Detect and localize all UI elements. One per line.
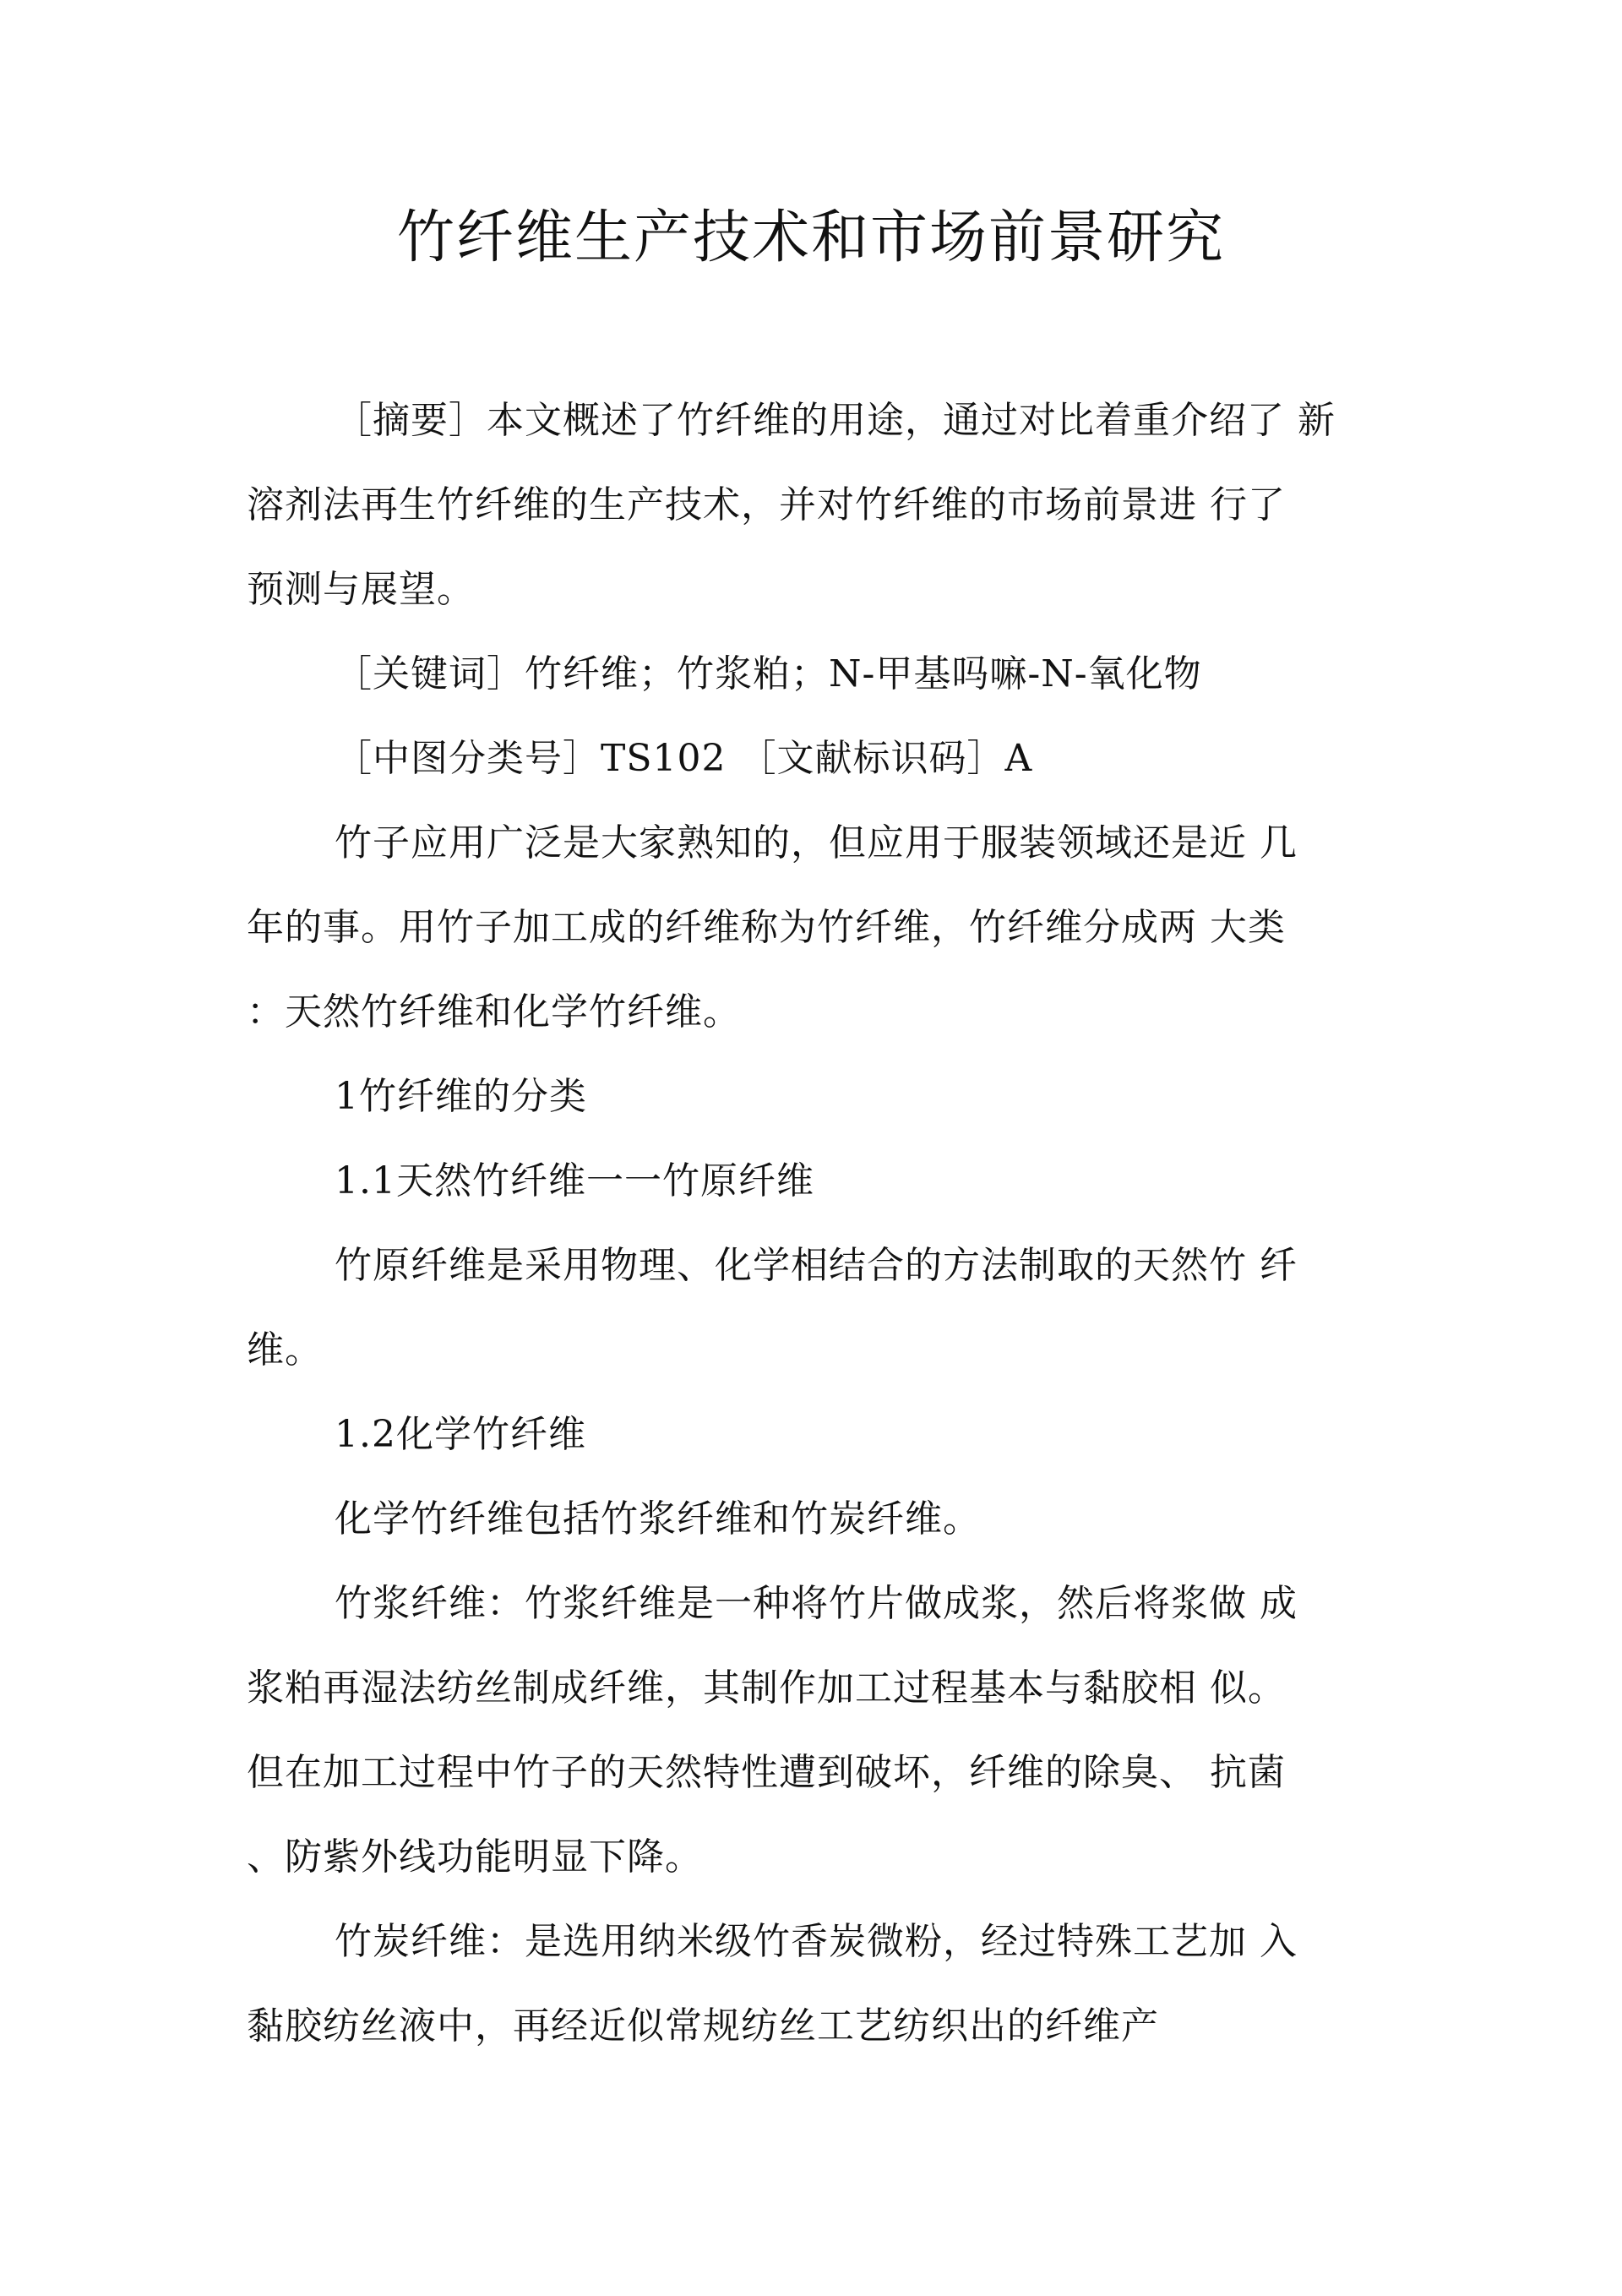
keywords-line: ［关键词］竹纤维；竹浆粕；N-甲基吗嘛-N-氧化物 bbox=[335, 652, 1202, 695]
paragraph-line: 竹炭纤维：是选用纳米级竹香炭微粉，经过特殊工艺加 入 bbox=[335, 1920, 1298, 1963]
paragraph-line: 浆粕再湿法纺丝制成纤维，其制作加工过程基本与黏胶相 似。 bbox=[247, 1666, 1286, 1710]
paragraph-line: 竹浆纤维：竹浆纤维是一种将竹片做成浆，然后将浆做 成 bbox=[335, 1582, 1298, 1625]
paragraph-line: 化学竹纤维包括竹浆纤维和竹炭纤维。 bbox=[335, 1497, 981, 1541]
document-title: 竹纤维生产技术和市场前景研究 bbox=[396, 205, 1225, 271]
paragraph-line: 黏胶纺丝液中，再经近似常规纺丝工艺纺织出的纤维产 bbox=[247, 2004, 1159, 2048]
paragraph-line: 、防紫外线功能明显下降。 bbox=[247, 1835, 703, 1879]
paragraph-line: 竹原纤维是采用物理、化学相结合的方法制取的天然竹 纤 bbox=[335, 1244, 1298, 1287]
abstract-line-3: 预测与展望。 bbox=[247, 568, 475, 611]
abstract-line-2: 溶剂法再生竹纤维的生产技术，并对竹纤维的市场前景进 行了 bbox=[247, 483, 1286, 526]
paragraph-line: 但在加工过程中竹子的天然特性遭到破坏，纤维的除臭、 抗菌 bbox=[247, 1751, 1286, 1794]
document-body bbox=[247, 379, 1383, 2069]
paragraph-line: 竹子应用广泛是大家熟知的，但应用于服装领域还是近 几 bbox=[335, 821, 1298, 864]
subsection-heading: 1.1天然竹纤维一一竹原纤维 bbox=[335, 1159, 814, 1203]
paragraph-line: 维。 bbox=[247, 1328, 323, 1372]
section-heading: 1竹纤维的分类 bbox=[335, 1075, 587, 1118]
paragraph-line: ：天然竹纤维和化学竹纤维。 bbox=[247, 990, 741, 1033]
subsection-heading: 1.2化学竹纤维 bbox=[335, 1413, 586, 1456]
paragraph-line: 年的事。用竹子加工成的纤维称为竹纤维，竹纤维分成两 大类 bbox=[247, 906, 1286, 949]
abstract-line-1: ［摘要］本文概述了竹纤维的用途，通过对比着重介绍了 新 bbox=[335, 399, 1336, 442]
classification-line: ［中图分类号］TS102 ［文献标识码］A bbox=[335, 737, 1033, 780]
